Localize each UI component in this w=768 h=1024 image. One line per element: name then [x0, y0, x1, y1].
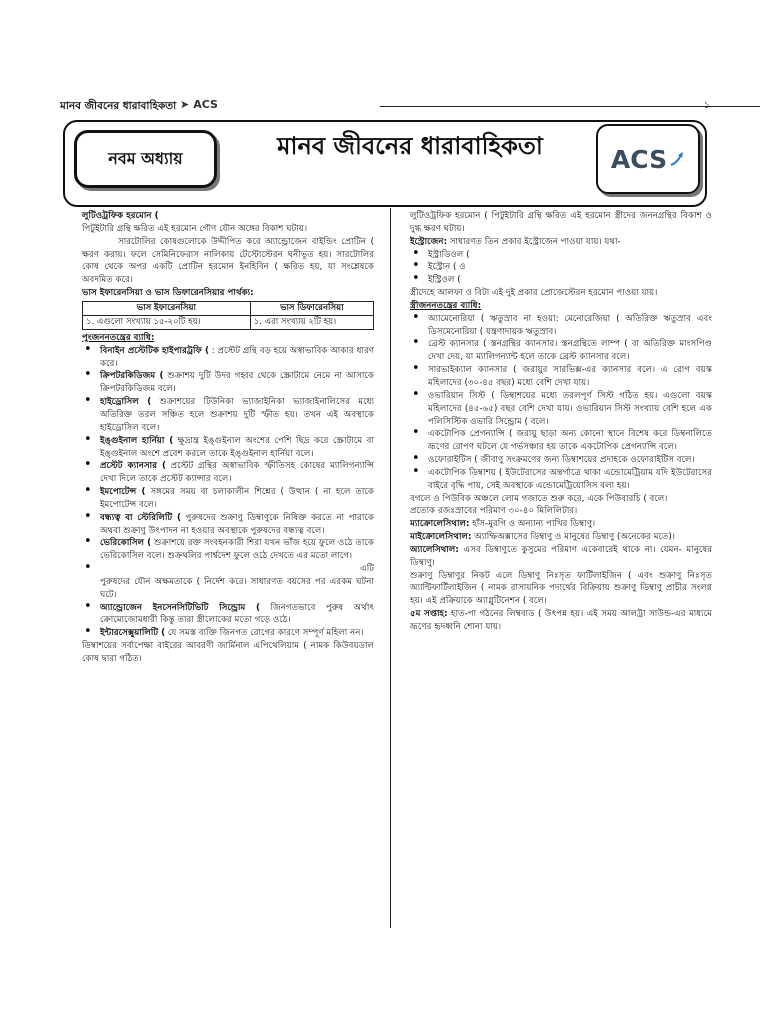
running-logo: ➤ ACS	[180, 98, 218, 111]
list-item: • ভেরিকোসিল ( শুক্রাশয়ে রক্ত সংবহনকারী শিরা যখন ভাঁজ হয়ে ফুলে ওঠে তাকে ভেরিকোসিল বলে। শুক্রথলির পার্শ্বদেশ ফুলে ওঠে দেখতে এর মতো লাগে।	[82, 537, 374, 563]
list-item: • ওফোরাইটিস ( জীবাণু সংক্রমণের জন্য ডিম্বাশয়ের প্রদাহকে ওফোরাইটিস বলে।	[410, 454, 712, 467]
blood-text: প্রত্যেক রজঃস্রাবের পরিমাণ ৩০-৪০ মিলিলিটার।	[410, 506, 578, 517]
lh-heading: লুটিওট্রফিক হরমোন (	[82, 211, 159, 221]
list-item: • ইমপোটেন্স ( সঙ্গমের সময় বা চলাকালীন শিশ্নের ( উত্থান ( না হলে তাকে ইমপোটেন্স বলে।	[82, 486, 374, 512]
left-column	[82, 210, 374, 666]
page-title: মানব জীবনের ধারাবাহিকতা	[277, 132, 543, 160]
list-item: • একটোপিক ডিম্বাশয় ( ইউটেরাসের অন্তর্গাত্রে থাকা এন্ডোমেট্রিয়াম যদি ইউটেরাসের বাইরে বৃদ্ধি পায়, সেই অবস্থাকে এন্ডোমেট্রিয়োসিস বলা হয়।	[410, 467, 712, 493]
list-item: • ইঙ্গুইনাল হার্নিয়া ( ক্ষুদ্রান্ত্র ইঙ্গুইনাল অংশের পেশি ছিদ্র করে স্ক্রোটামে বা ইঙ্গুইনাল অংশে প্রবেশ করলে তাকে ইঙ্গুইনাল হার্নিয়া বলে।	[82, 435, 374, 461]
list-item: • বন্ধ্যত্ব বা স্টেরিলিটি ( পুরুষদের শুক্রাণু ডিম্বাণুকে নিষিক্ত করতে না পারাকে অথবা শুক্রাণু উৎপাদন না হওয়ার অবস্থাকে পুরুষদের বন্ধ্যত্ব বলে।	[82, 512, 374, 538]
acs-logo: ACS	[596, 124, 700, 194]
sertoli-text: সারটোলির কোষগুলোকে উদ্দীপিত করে অ্যান্ড্রোজেন বাইন্ডিং প্রোটিন ( ক্ষরণ করায়। ফলে সেমিনিফেরাস নালিকায় টেস্টোস্টেরন ঘনীভূত হয়। সারটোলির কোষ থেকে অপর একটি প্রোটিন হরমোন ইনহিবিন ( ক্ষরিত হয়, যা সংশ্লেষকে অবদমিত করে।	[82, 236, 374, 286]
table-cell: ১. এরা সংখ্যায় ২টি হয়।	[250, 315, 373, 329]
list-item: • ইন্টারসেক্সুয়ালিটি ( যে সমস্ত ব্যক্তি জিনগত রোগের কারণে সম্পূর্ণ মহিলা নন।	[82, 627, 374, 640]
list-item: • ওভারিয়ান সিস্ট ( ডিম্বাশয়ের মধ্যে তরলপূর্ণ সিস্ট গঠিত হয়। এগুলো বয়স্ক মহিলাদের (৪৫-৬৫) বছর বেশি দেখা যায়। ওভারিয়ান সিস্ট সংখ্যায় বেশি হলে এক পলিসিস্টিক ওভারি সিন্ড্রোম ( বলে।	[410, 390, 712, 429]
macro-text: ম্যাক্রোলেসিথাল: হাঁস-মুরগি ও অন্যান্য পাখির ডিম্বাণু।	[410, 519, 596, 530]
running-header	[60, 99, 710, 113]
progesterone-text: স্ত্রীদেহে আলফা ও বিটা এই দুই প্রকার প্রোজেস্টেরন হরমোন পাওয়া যায়।	[410, 288, 658, 299]
list-item: • অ্যামেনোরিয়া ( ঋতুস্রাব না হওয়া: মেনোরেজিয়া ( অতিরিক্ত ঋতুস্রাব এবং ডিসমেনোরিয়া ( যন্ত্রণাদায়ক ঋতুস্রাব।	[410, 313, 712, 339]
table-header: ভাস ইফারেনসিয়া	[83, 301, 251, 315]
list-item: • প্রস্টেট ক্যানসার ( প্রস্টেট গ্রন্থির অস্বাভাবিক স্ফীতিসহ কোষের ম্যালিগন্যান্সি দেখা দিলে তাকে প্রস্টেট ক্যান্সার বলে।	[82, 460, 374, 486]
list-item: • ইস্ট্রিওল (	[410, 274, 712, 287]
list-item: • ব্রেস্ট ক্যানসার ( স্তনগ্রন্থির ক্যানসার। স্তনগ্রন্থিতে লাম্প ( বা অতিরিক্ত মাংসপিণ্ড দেখা দেয়, যা ম্যালিগন্যান্ট হলে তাকে ব্রেস্ট ক্যানসার বলে।	[410, 338, 712, 364]
list-item: • ইস্ট্রাডিওল (	[410, 249, 712, 262]
section-heading: স্ত্রীজননতন্ত্রের ব্যাধি:	[410, 300, 482, 311]
ovary-text: ডিম্বাশয়ের সর্বাপেক্ষা বাইরের আবরণী জার্মিনাল এপিথেলিয়াম ( নামক কিউবয়ডাল কোষ দ্বারা গঠিত।	[82, 641, 374, 664]
table-header: ভাস ডিফারেনসিয়া	[250, 301, 373, 315]
table-cell: ১. এগুলো সংখ্যায় ১৫-২০টি হয়।	[83, 315, 251, 329]
list-item: • একটোপিক প্রেগন্যান্সি ( জরায়ু ছাড়া অন্য কোনো স্থানে বিশেষ করে ডিম্বনালিতে ভ্রূণের রোপণ ঘটলে যে গর্ভসঞ্চার হয় তাকে একটোপিক প্রেগন্যান্সি বলে।	[410, 428, 712, 454]
fertilization-text: শুক্রাণু ডিম্বাণুর নিকট এলে ডিম্বাণু নিঃসৃত ফার্টিলাইজিন ( এবং শুক্রাণু নিঃসৃত অ্যান্টিফার্টিলাইজিন ( নামক রাসায়নিক পদার্থের বিক্রিয়ায় শুক্রাণু ডিম্বাণু প্রাচীর সংলগ্ন হয়। এই প্রক্রিয়াকে অ্যাগ্লুটিনেশন ( বলে।	[410, 570, 712, 607]
list-item: • ক্রিপটরকিডিজম ( শুক্রাশয় দুটি উদর গহ্বর থেকে স্ক্রোটামে নেমে না আসাকে ক্রিপটরকিডিজম বলে।	[82, 370, 374, 396]
page-number: ১	[703, 100, 710, 111]
arrow-icon	[669, 151, 685, 167]
list-item: • বিনাইন প্রস্টেটিক হাইপারট্রফি ( : প্রস্টেট গ্রন্থি বড় হয়ে অস্বাভাবিক আকার ধারণ করে।	[82, 345, 374, 371]
lh-text: পিটুইটারি গ্রন্থি ক্ষরিত এই হরমোন গৌণ যৌন অঙ্গের বিকাশ ঘটায়।	[82, 223, 308, 234]
column-divider	[390, 208, 391, 928]
list-item: • হাইড্রোসিল ( শুক্রাশয়ের টিউনিকা ভ্যাজাইনিকা ভ্যাজাইনালিসের মধ্যে অতিরিক্ত তরল সঞ্চিত হলে শুক্রাশয় দুটি স্ফীত হয়। তখন এই অবস্থাকে হাইড্রোসিল বলে।	[82, 396, 374, 435]
alecithal-text: অ্যালেসিথাল: এসব ডিম্বাণুতে কুসুমের পরিমাণ একেবারেই থাকে না। যেমন- মানুষের ডিম্বাণু।	[410, 544, 712, 568]
list-item: • এটি পুরুষদের যৌন অক্ষমতাকে ( নির্দেশ করে। সাধারণত বয়সের পর এরকম ঘটনা ঘটে।	[82, 563, 374, 602]
right-column	[410, 210, 712, 634]
chapter-badge: নবম অধ্যায়	[74, 130, 217, 188]
running-title: মানব জীবনের ধারাবাহিকতা	[60, 100, 177, 112]
list-item: • ইস্ট্রোন ( ও	[410, 261, 712, 274]
table-title: ভাস ইফারেনসিয়া ও ভাস ডিফারেনসিয়ার পার্থক্য:	[82, 288, 254, 299]
estrogen-text: ইস্ট্রোজেন: সাধারণত তিন প্রকার ইস্ট্রোজেন পাওয়া যায়। যথা-	[410, 236, 621, 247]
list-item: • সারভাইক্যাল ক্যানসার ( জরায়ুর সারভিক্স-এর ক্যানসার বলে। এ রোগ বয়স্ক মহিলাদের (৩০-৪৫ বছর) মধ্যে বেশি দেখা যায়।	[410, 364, 712, 390]
section-heading: পুংজননতন্ত্রের ব্যাধি:	[82, 332, 155, 343]
week5-text: ৫ম সপ্তাহ: হাত-পা গঠনের লিম্ববাড ( উৎপন্ন হয়। এই সময় আলট্রা সাউন্ড-এর মাধ্যমে ভ্রূণের হৃদধ্বনি শোনা যায়।	[410, 609, 712, 632]
micro-text: মাইক্রোলেসিথাল: অ্যাম্ফিঅক্সাসের ডিম্বাণু ও মানুষের ডিম্বাণু (অনেকের মতে)।	[410, 532, 676, 543]
vas-table	[82, 301, 374, 330]
puberty-text: বগলে ও পিউবিক অঞ্চলে লোম গজাতে শুরু করে, একে পিউবারচি ( বলে।	[410, 493, 668, 504]
lh-female-text: লুটিওট্রফিক হরমোন ( পিটুইটারি গ্রন্থি ক্ষরিত এই হরমোন স্ত্রীদের জননগ্রন্থির বিকাশ ও দুগ্ধ ক্ষরণ ঘটায়।	[410, 211, 712, 234]
list-item: • অ্যান্ড্রোজেন ইনসেনসিটিভিটি সিন্ড্রোম ( জিনগতভাবে পুরুষ অর্থাৎ ক্রোমোজোমধারী কিন্তু তারা স্ত্রীলোকের মতো গড়ে ওঠে।	[82, 602, 374, 628]
